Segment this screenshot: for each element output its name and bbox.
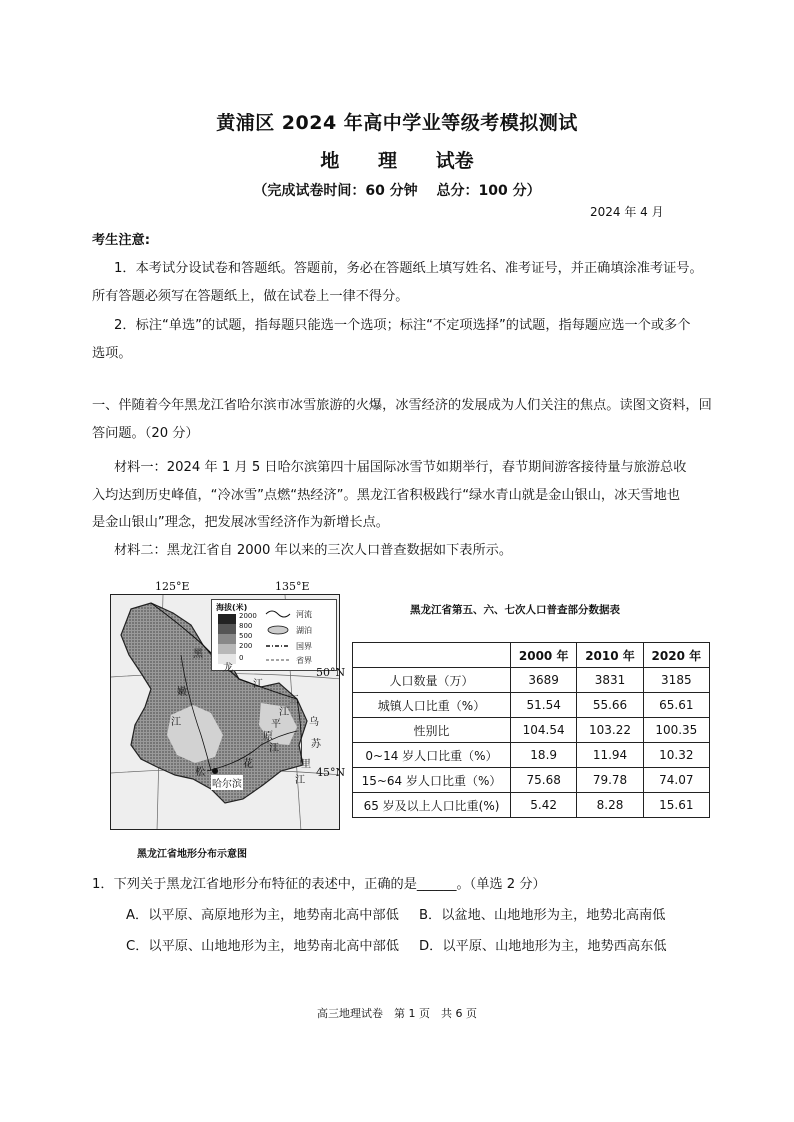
legend-national-border: 国界	[296, 642, 312, 651]
option-b[interactable]: B．以盆地、山地地形为主，地势北高南低	[419, 908, 666, 923]
table-cell: 10.32	[643, 743, 709, 768]
table-header-row	[353, 643, 710, 668]
legend-level-500: 500	[239, 632, 253, 640]
legend-level-0: 0	[239, 654, 244, 662]
label-hei: 黑	[193, 649, 203, 660]
subject-char-1: 地	[320, 150, 340, 172]
legend-level-2000: 2000	[239, 612, 257, 620]
table-header-2020: 2020 年	[643, 643, 709, 668]
material-1-line-3: 是金山银山”理念，把发展冰雪经济作为新增长点。	[92, 515, 389, 530]
material-1-line-1: 材料一：2024 年 1 月 5 日哈尔滨第四十届国际冰雪节如期举行，春节期间游客接待量与旅游总收	[114, 460, 687, 475]
harbin-label: 哈尔滨	[211, 775, 243, 790]
table-header-2010: 2010 年	[577, 643, 643, 668]
subject-char-3: 试卷	[435, 150, 474, 172]
notice-item-1-line-2: 所有答题必须写在答题纸上，做在试卷上一律不得分。	[92, 289, 409, 304]
label-su: 苏	[311, 739, 321, 750]
table-cell: 65.61	[643, 693, 709, 718]
section-intro-line-2: 答问题。（20 分）	[92, 426, 199, 441]
table-cell: 75.68	[511, 768, 577, 793]
option-c[interactable]: C．以平原、山地地形为主，地势南北高中部低	[126, 939, 399, 954]
exam-title: 黄浦区 2024 年高中学业等级考模拟测试	[216, 112, 578, 134]
subject-title	[0, 146, 794, 173]
question-1-stem: 1．下列关于黑龙江省地形分布特征的表述中，正确的是______。（单选 2 分）	[92, 877, 546, 892]
table-cell: 11.94	[577, 743, 643, 768]
table-cell: 103.22	[577, 718, 643, 743]
row-label: 65 岁及以上人口比重(%)	[353, 793, 511, 818]
legend-province-border: 省界	[296, 656, 312, 665]
notice-item-1-line-1: 1．本考试分设试卷和答题纸。答题前，务必在答题纸上填写姓名、准考证号，并正确填涂准考证号。	[114, 261, 703, 276]
legend-level-800: 800	[239, 622, 253, 630]
table-row	[353, 768, 710, 793]
label-li: 里	[301, 759, 311, 770]
notice-heading: 考生注意:	[92, 233, 151, 248]
subject-char-2: 理	[377, 150, 397, 172]
legend-level-200: 200	[239, 642, 253, 650]
notice-item-2-line-2: 选项。	[92, 346, 132, 361]
table-cell: 74.07	[643, 768, 709, 793]
table-cell: 104.54	[511, 718, 577, 743]
table-cell: 5.42	[511, 793, 577, 818]
label-long: 龙	[223, 663, 233, 674]
legend-river: 河流	[296, 610, 312, 619]
label-wu: 乌	[309, 717, 319, 728]
section-intro-line-1: 一、伴随着今年黑龙江省哈尔滨市冰雪旅游的火爆，冰雪经济的发展成为人们关注的焦点。读图文资料，回	[92, 398, 712, 413]
page-footer: 高三地理试卷 第 1 页 共 6 页	[317, 1007, 477, 1020]
table-caption: 黑龙江省第五、六、七次人口普查部分数据表	[410, 604, 620, 616]
option-d[interactable]: D．以平原、山地地形为主，地势西高东低	[419, 939, 667, 954]
river-symbol-icon	[266, 611, 290, 617]
label-song: 松	[195, 767, 205, 778]
row-label: 0~14 岁人口比重（%）	[353, 743, 511, 768]
table-cell: 3831	[577, 668, 643, 693]
table-cell: 3185	[643, 668, 709, 693]
legend-symbols-svg	[264, 608, 292, 668]
label-jiang: 江	[253, 679, 263, 690]
row-label: 15~64 岁人口比重（%）	[353, 768, 511, 793]
legend-title: 海拔(米)	[216, 603, 248, 612]
table-cell: 3689	[511, 668, 577, 693]
row-label: 城镇人口比重（%）	[353, 693, 511, 718]
label-songhua-jiang: 江	[269, 743, 279, 754]
material-1-line-2: 入均达到历史峰值，“冷冰雪”点燃“热经济”。黑龙江省积极践行“绿水青山就是金山银山，冰天雪地也	[92, 488, 681, 503]
label-nen: 嫩	[177, 687, 187, 698]
lake-symbol-icon	[268, 626, 288, 634]
label-hua: 花	[243, 759, 253, 770]
lat-label-50: 50°N	[316, 666, 346, 679]
label-ping: 平	[271, 719, 281, 730]
label-san: 三	[289, 695, 299, 706]
table-cell: 100.35	[643, 718, 709, 743]
legend-swatch-800	[218, 624, 236, 634]
exam-timing: （完成试卷时间：60 分钟 总分：100 分）	[253, 183, 541, 199]
table-row	[353, 693, 710, 718]
label-wusuli-jiang: 江	[295, 775, 305, 786]
terrain-map	[110, 594, 340, 830]
table-cell: 8.28	[577, 793, 643, 818]
table-header-blank	[353, 643, 511, 668]
legend-swatch-200	[218, 644, 236, 654]
option-a[interactable]: A．以平原、高原地形为主，地势南北高中部低	[126, 908, 399, 923]
table-cell: 15.61	[643, 793, 709, 818]
legend-lake: 湖泊	[296, 626, 312, 635]
lon-label-135: 135°E	[275, 580, 310, 593]
table-row	[353, 793, 710, 818]
table-cell: 18.9	[511, 743, 577, 768]
map-caption: 黑龙江省地形分布示意图	[137, 849, 247, 860]
lon-label-125: 125°E	[155, 580, 190, 593]
notice-item-2-line-1: 2．标注“单选”的试题，指每题只能选一个选项；标注“不定项选择”的试题，指每题应选一个或多个	[114, 318, 691, 333]
table-cell: 55.66	[577, 693, 643, 718]
exam-date: 2024 年 4 月	[590, 205, 664, 219]
legend-swatch-2000	[218, 614, 236, 624]
harbin-city-marker	[212, 768, 218, 774]
material-2: 材料二：黑龙江省自 2000 年以来的三次人口普查数据如下表所示。	[114, 543, 513, 558]
lat-label-45: 45°N	[316, 766, 346, 779]
table-header-2000: 2000 年	[511, 643, 577, 668]
label-nen-jiang: 江	[171, 717, 181, 728]
table-row	[353, 743, 710, 768]
legend-swatch-500	[218, 634, 236, 644]
row-label: 性别比	[353, 718, 511, 743]
label-san-jiang: 江	[279, 707, 289, 718]
row-label: 人口数量（万）	[353, 668, 511, 693]
table-cell: 79.78	[577, 768, 643, 793]
table-row	[353, 718, 710, 743]
table-cell: 51.54	[511, 693, 577, 718]
label-yuan: 原	[263, 731, 273, 742]
census-table	[352, 642, 710, 818]
table-row	[353, 668, 710, 693]
